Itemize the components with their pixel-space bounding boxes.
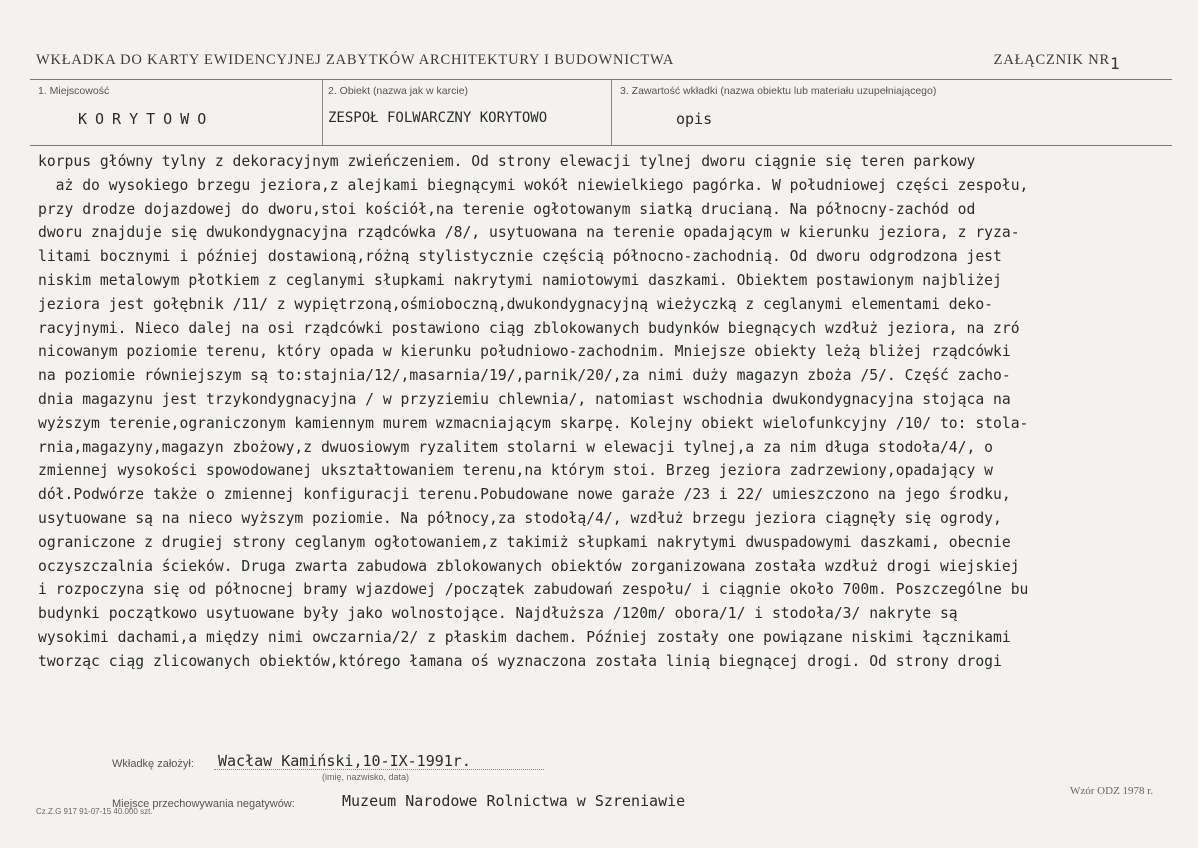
description-line: dworu znajduje się dwukondygnacyjna rządcówka /8/, usytuowana na terenie opadającym w kierunku jeziora, z ryza-	[38, 224, 1020, 242]
description-line: dnia magazynu jest trzykondygnacyjna / w przyziemiu chlewnia/, natomiast wschodnia dwukondygnacyjna stojąca na	[38, 390, 1011, 408]
attachment-label: ZAŁĄCZNIK NR	[993, 52, 1110, 68]
description-line: dół.Podwórze także o zmiennej konfiguracji terenu.Pobudowane nowe garaże /23 i 22/ umieszczono na jego środku,	[38, 486, 1011, 504]
description-line: rnia,magazyny,magazyn zbożowy,z dwuosiowym ryzalitem stolarni w elewacji tylnej,a za nim długa stodoła/4/, o	[38, 438, 994, 456]
description-line: przy drodze dojazdowej do dworu,stoi kościół,na terenie ogłotowanym siatką drucianą. Na północny-zachód od	[38, 200, 976, 218]
location-label: 1. Miejscowość	[38, 85, 110, 97]
description-line: litami bocznymi i później dostawioną,różną stylistycznie częścią północno-zachodnią. Od dworu odgrodzona jest	[38, 248, 1002, 266]
description-text	[38, 150, 1198, 674]
description-line: ograniczone z drugiej strony ceglanym ogłotowaniem,z takimiż słupkami nakrytymi dwuspadowymi daszkami, obecnie	[38, 533, 1011, 551]
attachment-number: 1	[1110, 54, 1120, 73]
object-value: ZESPOŁ FOLWARCZNY KORYTOWO	[328, 110, 548, 126]
description-line: wyższym terenie,ograniczonym kamiennym murem wzmacniającym skarpę. Kolejny obiekt wielofunkcyjny /10/ to: stola-	[38, 414, 1029, 432]
description-line: wysokimi dachami,a między nimi owczarnia/2/ z płaskim dachem. Później zostały one powiązane niskimi łącznikami	[38, 628, 1011, 646]
created-by-line	[214, 769, 544, 770]
created-by-label: Wkładkę założył:	[112, 758, 194, 770]
description-line: aż do wysokiego brzegu jeziora,z alejkami biegnącymi wokół niewielkiego pagórka. W południowej części zespołu,	[38, 176, 1029, 194]
description-line: nicowanym poziomie terenu, który opada w kierunku południowo-zachodnim. Mniejsze obiekty leżą bliżej rządcówki	[38, 343, 1011, 361]
negatives-value: Muzeum Narodowe Rolnictwa w Szreniawie	[342, 792, 686, 810]
negatives-label: Miejsce przechowywania negatywów:	[112, 798, 295, 810]
object-label: 2. Obiekt (nazwa jak w karcie)	[328, 85, 469, 97]
location-value: KORYTOWO	[78, 110, 215, 128]
description-line: racyjnymi. Nieco dalej na osi rządcówki postawiono ciąg zblokowanych budynków biegnących wzdłuż jeziora, na zró	[38, 319, 1020, 337]
header-rule	[30, 79, 1172, 80]
description-line: niskim metalowym płotkiem z ceglanymi słupkami nakrytymi namiotowymi daszkami. Obiektem postawionym najbliżej	[38, 271, 1002, 289]
created-by-value: Wacław Kamiński,10-IX-1991r.	[218, 752, 471, 770]
description-line: korpus główny tylny z dekoracyjnym zwieńczeniem. Od strony elewacji tylnej dworu ciągnie się teren parkowy	[38, 153, 976, 170]
description-line: tworząc ciąg zlicowanych obiektów,którego łamana oś wyznaczona została linią biegnącej drogi. Od strony drogi	[38, 652, 1002, 670]
form-title: WKŁADKA DO KARTY EWIDENCYJNEJ ZABYTKÓW ARCHITEKTURY I BUDOWNICTWA	[36, 52, 675, 68]
field-divider	[611, 80, 612, 145]
description-line: budynki początkowo usytuowane były jako wolnostojące. Najdłuższa /120m/ obora/1/ i stodoła/3/ nakryte są	[38, 605, 958, 623]
fields-rule	[30, 145, 1172, 146]
print-info: Cz.Z.G 917 91-07-15 40.000 szt.	[36, 807, 153, 816]
form-model: Wzór ODZ 1978 r.	[1070, 785, 1154, 797]
created-by-hint: (imię, nazwisko, data)	[322, 772, 410, 782]
contents-label: 3. Zawartość wkładki (nazwa obiektu lub materiału uzupełniającego)	[620, 85, 937, 97]
description-line: oczyszczalnia ścieków. Druga zwarta zabudowa zblokowanych obiektów zorganizowana została wzdłuż drogi wiejskiej	[38, 557, 1020, 575]
description-line: i rozpoczyna się od północnej bramy wjazdowej /początek zabudowań zespołu/ i ciągnie około 700m. Poszczególne bu	[38, 581, 1029, 599]
description-line: zmiennej wysokości spowodowanej ukształtowaniem terenu,na którym stoi. Brzeg jeziora zadrzewiony,opadający w	[38, 462, 994, 480]
description-line: jeziora jest gołębnik /11/ z wypiętrzoną,ośmioboczną,dwukondygnacyjną wieżyczką z ceglanymi elementami deko-	[38, 295, 994, 313]
description-line: usytuowane są na nieco wyższym poziomie. Na północy,za stodołą/4/, wzdłuż brzegu jeziora ciągnęły się ogrody,	[38, 509, 1002, 527]
description-line: na poziomie równiejszym są to:stajnia/12/,masarnia/19/,parnik/20/,za nimi duży magazyn zboża /5/. Część zacho-	[38, 367, 1011, 385]
field-divider	[322, 80, 323, 145]
contents-value: opis	[676, 110, 713, 128]
